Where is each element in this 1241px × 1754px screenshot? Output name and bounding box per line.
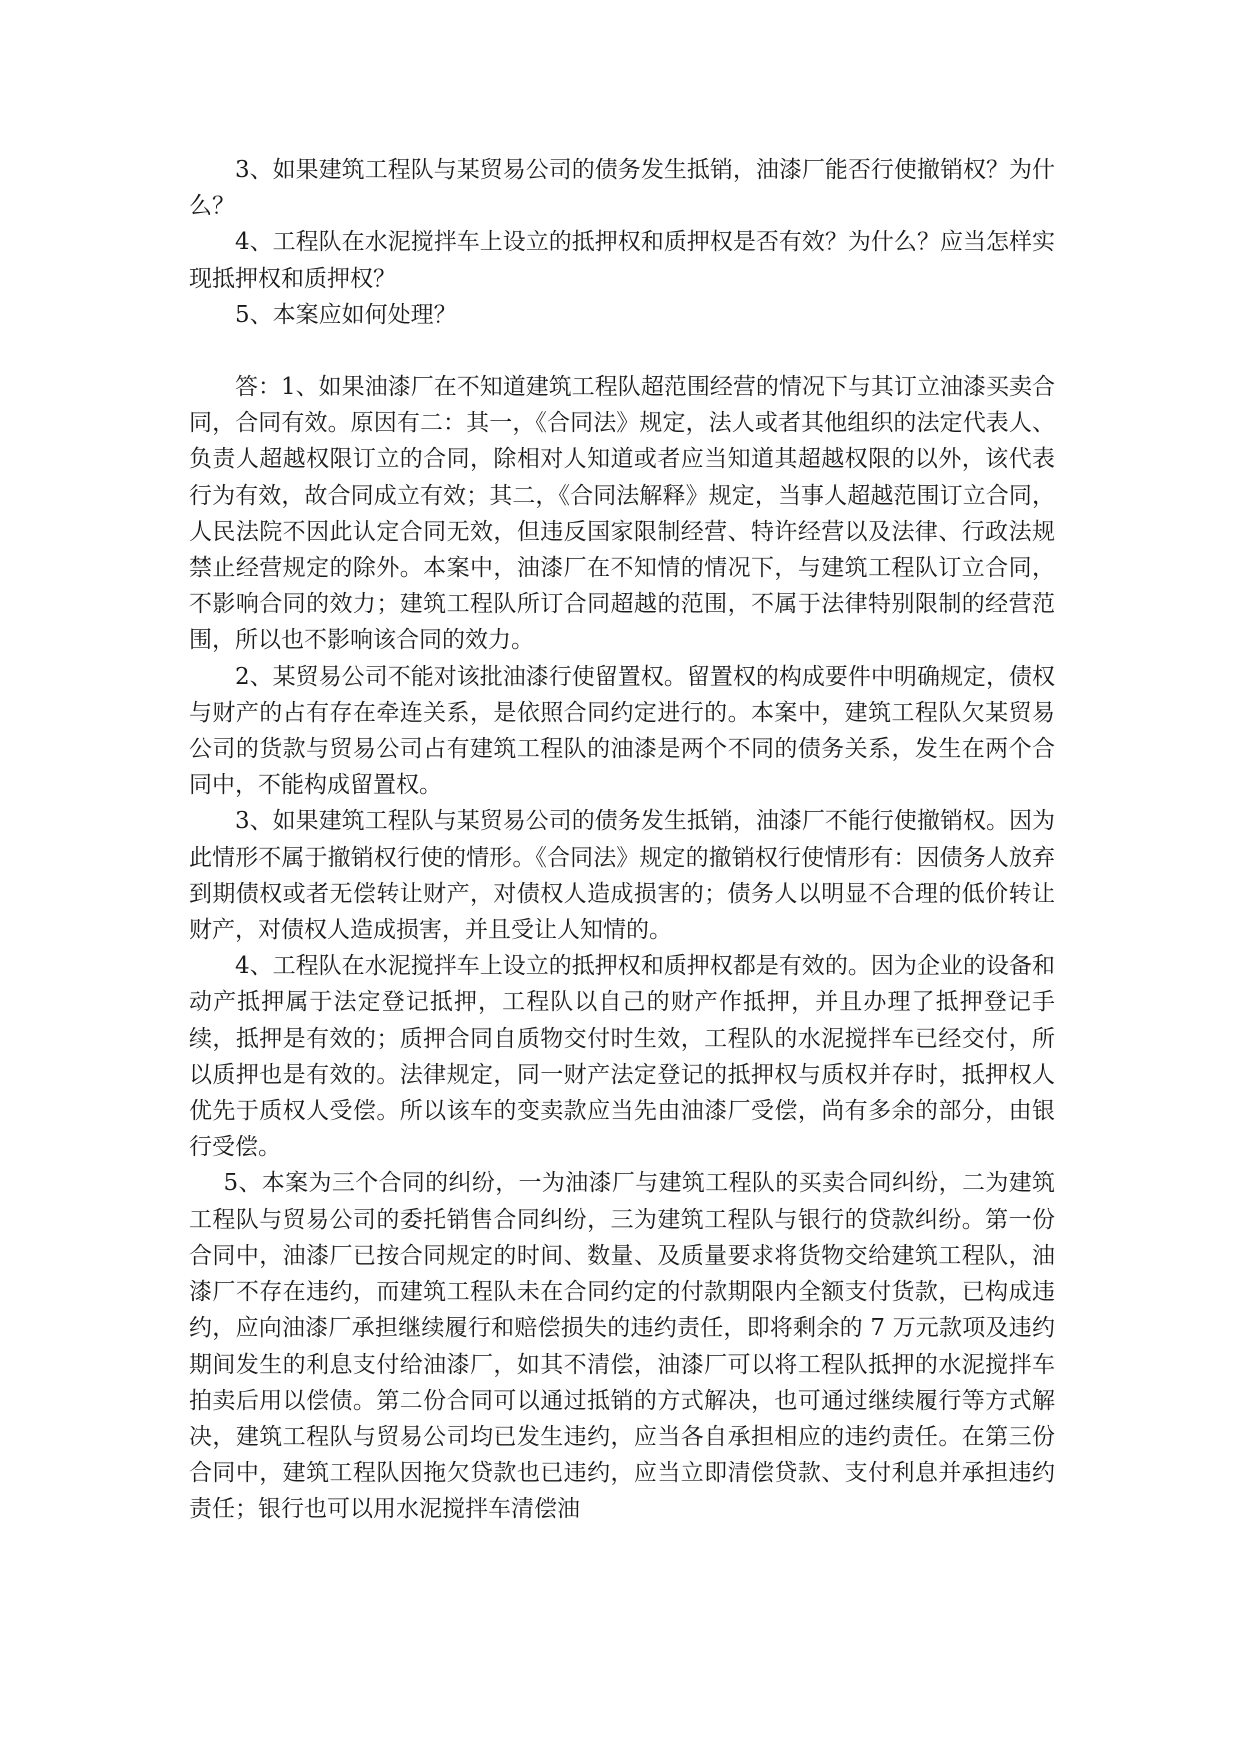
answer-1: 答：1、如果油漆厂在不知道建筑工程队超范围经营的情况下与其订立油漆买卖合同，合同有效。原因有二：其一，《合同法》规定，法人或者其他组织的法定代表人、负责人超越权限订立的合同，除相对人知道或者应当知道其超越权限的以外，该代表行为有效，故合同成立有效；其二，《合同法解释》规定，当事人超越范围订立合同，人民法院不因此认定合同无效，但违反国家限制经营、特许经营以及法律、行政法规禁止经营规定的除外。本案中，油漆厂在不知情的情况下，与建筑工程队订立合同，不影响合同的效力；建筑工程队所订合同超越的范围，不属于法律特别限制的经营范围，所以也不影响该合同的效力。: [189, 374, 1055, 654]
question-3: 3、如果建筑工程队与某贸易公司的债务发生抵销，油漆厂能否行使撤销权？为什么？: [189, 157, 1055, 220]
answer-2: 2、某贸易公司不能对该批油漆行使留置权。留置权的构成要件中明确规定，债权与财产的占有存在牵连关系，是依照合同约定进行的。本案中，建筑工程队欠某贸易公司的货款与贸易公司占有建筑工程队的油漆是两个不同的债务关系，发生在两个合同中，不能构成留置权。: [189, 663, 1055, 799]
question-4: 4、工程队在水泥搅拌车上设立的抵押权和质押权是否有效？为什么？应当怎样实现抵押权和质押权？: [189, 229, 1055, 292]
question-5: 5、本案应如何处理？: [235, 301, 457, 328]
answer-4: 4、工程队在水泥搅拌车上设立的抵押权和质押权都是有效的。因为企业的设备和动产抵押属于法定登记抵押，工程队以自己的财产作抵押，并且办理了抵押登记手续，抵押是有效的；质押合同自质物交付时生效，工程队的水泥搅拌车已经交付，所以质押也是有效的。法律规定，同一财产法定登记的抵押权与质权并存时，抵押权人优先于质权人受偿。所以该车的变卖款应当先由油漆厂受偿，尚有多余的部分，由银行受偿。: [189, 953, 1055, 1161]
answer-3: 3、如果建筑工程队与某贸易公司的债务发生抵销，油漆厂不能行使撤销权。因为此情形不属于撤销权行使的情形。《合同法》规定的撤销权行使情形有：因债务人放弃到期债权或者无偿转让财产，对债权人造成损害的；债务人以明显不合理的低价转让财产，对债权人造成损害，并且受让人知情的。: [189, 808, 1055, 944]
document-body: [189, 152, 1055, 1528]
answer-5: 5、本案为三个合同的纠纷，一为油漆厂与建筑工程队的买卖合同纠纷，二为建筑工程队与贸易公司的委托销售合同纠纷，三为建筑工程队与银行的贷款纠纷。第一份合同中，油漆厂已按合同规定的时间、数量、及质量要求将货物交给建筑工程队，油漆厂不存在违约，而建筑工程队未在合同约定的付款期限内全额支付货款，已构成违约，应向油漆厂承担继续履行和赔偿损失的违约责任，即将剩余的 7 万元款项及违约期间发生的利息支付给油漆厂，如其不清偿，油漆厂可以将工程队抵押的水泥搅拌车拍卖后用以偿债。第二份合同可以通过抵销的方式解决，也可通过继续履行等方式解决，建筑工程队与贸易公司均已发生违约，应当各自承担相应的违约责任。在第三份合同中，建筑工程队因拖欠贷款也已违约，应当立即清偿贷款、支付利息并承担违约责任；银行也可以用水泥搅拌车清偿油: [189, 1170, 1055, 1523]
